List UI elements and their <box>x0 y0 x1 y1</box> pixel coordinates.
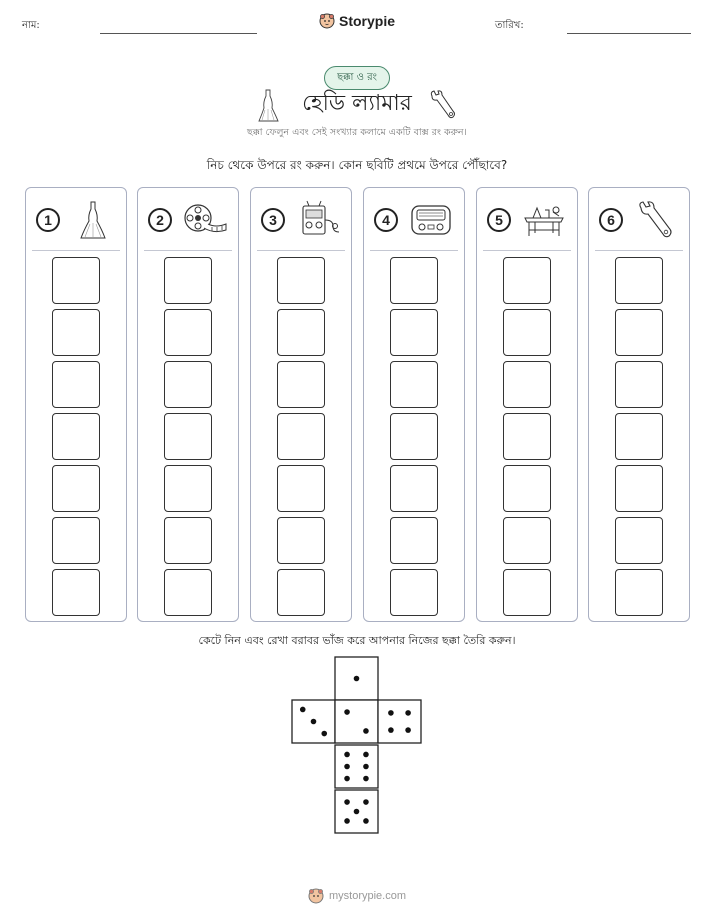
die-face <box>335 745 378 788</box>
activity-tag: ছক্কা ও রং <box>324 66 390 90</box>
die-pip <box>363 728 369 734</box>
footer-url: mystorypie.com <box>328 890 407 902</box>
column-number: 1 <box>36 208 60 232</box>
die-pip <box>344 776 350 782</box>
name-label: নাম: <box>22 20 40 31</box>
die-pip <box>363 764 369 770</box>
die-pip <box>405 710 411 716</box>
subtitle: ছক্কা ফেলুন এবং সেই সংখ্যার কলামে একটি বাক্স রং করুন। <box>247 127 467 138</box>
die-face <box>335 700 378 743</box>
die-pip <box>344 764 350 770</box>
column-number: 2 <box>148 208 172 232</box>
die-pip <box>344 752 350 758</box>
die-pip <box>344 818 350 824</box>
date-label: তারিখ: <box>495 20 524 31</box>
question: নিচ থেকে উপরে রং করুন। কোন ছবিটি প্রথমে উপরে পৌঁছাবে? <box>206 158 508 172</box>
column-number: 4 <box>374 208 398 232</box>
brand-name: Storypie <box>338 13 395 29</box>
die-pip <box>405 727 411 733</box>
die-face <box>378 700 421 743</box>
die-pip <box>311 719 317 725</box>
die-pip <box>300 707 306 713</box>
column-number: 6 <box>599 208 623 232</box>
storypie-logo-icon <box>308 888 324 904</box>
die-pip <box>363 752 369 758</box>
die-pip <box>321 731 327 737</box>
die-pip <box>363 818 369 824</box>
footer <box>0 888 714 908</box>
die-pip <box>354 809 360 815</box>
die-pip <box>388 710 394 716</box>
die-pip <box>363 799 369 805</box>
column-number: 5 <box>487 208 511 232</box>
die-pip <box>354 676 360 682</box>
die-pip <box>363 776 369 782</box>
instruction: কেটে নিন এবং রেখা বরাবর ভাঁজ করে আপনার নিজের ছক্কা তৈরি করুন। <box>198 634 516 647</box>
die-pip <box>388 727 394 733</box>
die-pip <box>344 799 350 805</box>
page-title: হেডি ল্যামার <box>302 91 412 116</box>
column-number: 3 <box>261 208 285 232</box>
die-pip <box>344 709 350 715</box>
